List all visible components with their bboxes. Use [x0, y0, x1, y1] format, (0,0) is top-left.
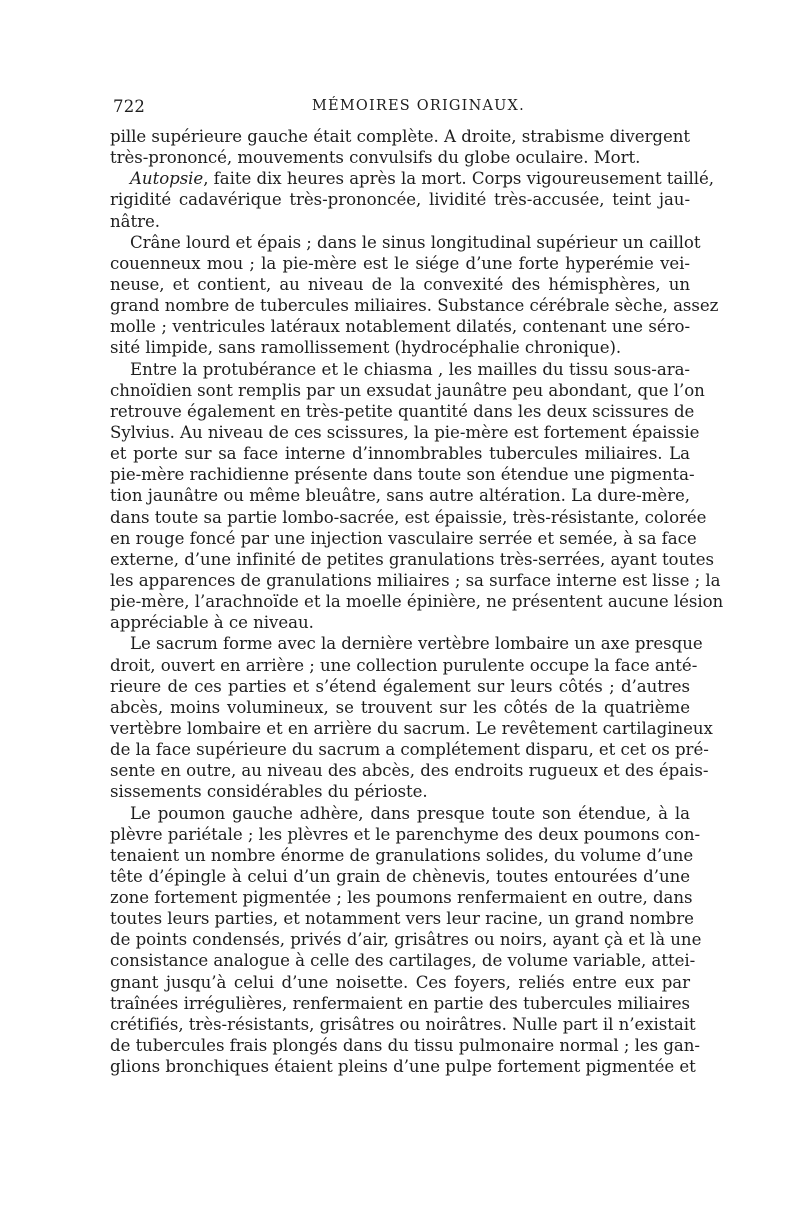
- text-line: appréciable à ce niveau.: [110, 613, 314, 633]
- text-line: de tubercules frais plongés dans du tissu pulmonaire normal ; les gan-: [110, 1036, 700, 1056]
- text-line: pie-mère, l’arachnoïde et la moelle épinière, ne présentent aucune lésion: [110, 592, 724, 612]
- text-line: très-prononcé, mouvements convulsifs du globe oculaire. Mort.: [110, 148, 641, 168]
- text-line: dans toute sa partie lombo-sacrée, est épaissie, très-résistante, colorée: [110, 507, 707, 527]
- text-line: plèvre pariétale ; les plèvres et le parenchyme des deux poumons con-: [110, 824, 701, 844]
- text-line: tête d’épingle à celui d’un grain de chènevis, toutes entourées d’une: [110, 866, 690, 886]
- text-line: les apparences de granulations miliaires ; sa surface interne est lisse ; la: [110, 570, 721, 590]
- text-line: tenaient un nombre énorme de granulations solides, du volume d’une: [110, 845, 694, 865]
- text-line: toutes leurs parties, et notamment vers leur racine, un grand nombre: [110, 909, 694, 929]
- page-number: 722: [113, 97, 146, 116]
- text-line: sente en outre, au niveau des abcès, des endroits rugueux et des épais-: [110, 761, 709, 781]
- text-line: glions bronchiques étaient pleins d’une pulpe fortement pigmentée et: [110, 1057, 696, 1077]
- text-line: vertèbre lombaire et en arrière du sacrum. Le revêtement cartilagineux: [110, 718, 713, 738]
- text-line: zone fortement pigmentée ; les poumons renfermaient en outre, dans: [110, 888, 693, 908]
- text-line: chnoïdien sont remplis par un exsudat jaunâtre peu abondant, que l’on: [110, 380, 705, 400]
- text-line: abcès, moins volumineux, se trouvent sur les côtés de la quatrième: [110, 697, 690, 717]
- paragraph-start: Entre la protubérance et le chiasma , les mailles du tissu sous-ara-: [130, 359, 690, 379]
- paragraph-start: Crâne lourd et épais ; dans le sinus longitudinal supérieur un caillot: [130, 232, 701, 252]
- text-line: retrouve également en très-petite quantité dans les deux scissures de: [110, 401, 695, 421]
- text-line-autopsie: [110, 168, 715, 189]
- text-line: sissements considérables du périoste.: [110, 782, 428, 802]
- autopsie-rest: , faite dix heures après la mort. Corps vigoureusement taillé,: [203, 169, 715, 189]
- text-line: sité limpide, sans ramollissement (hydrocéphalie chronique).: [110, 338, 622, 358]
- text-line: crétifiés, très-résistants, grisâtres ou noirâtres. Nulle part il n’existait: [110, 1014, 696, 1034]
- text-line: rigidité cadavérique très-prononcée, lividité très-accusée, teint jau-: [110, 190, 690, 210]
- text-line: grand nombre de tubercules miliaires. Substance cérébrale sèche, assez: [110, 296, 719, 316]
- text-line: consistance analogue à celle des cartilages, de volume variable, attei-: [110, 951, 696, 971]
- text-line: de la face supérieure du sacrum a complétement disparu, et cet os pré-: [110, 740, 709, 760]
- text-line: pie-mère rachidienne présente dans toute son étendue une pigmenta-: [110, 465, 695, 485]
- page-header: [113, 97, 688, 121]
- text-line: nâtre.: [110, 211, 160, 231]
- autopsie-word: Autopsie: [130, 169, 204, 189]
- text-line: externe, d’une infinité de petites granulations très-serrées, ayant toutes: [110, 549, 714, 569]
- text-line: de points condensés, privés d’air, grisâtres ou noirs, ayant çà et là une: [110, 930, 702, 950]
- paragraph-start: Le poumon gauche adhère, dans presque toute son étendue, à la: [130, 803, 690, 823]
- running-title: MÉMOIRES ORIGINAUX.: [312, 98, 525, 114]
- text-line: neuse, et contient, au niveau de la convexité des hémisphères, un: [110, 274, 690, 294]
- text-line: droit, ouvert en arrière ; une collection purulente occupe la face anté-: [110, 655, 698, 675]
- text-line: Sylvius. Au niveau de ces scissures, la pie-mère est fortement épaissie: [110, 422, 700, 442]
- paragraph-start: Le sacrum forme avec la dernière vertèbre lombaire un axe presque: [130, 634, 703, 654]
- text-line: gnant jusqu’à celui d’une noisette. Ces foyers, reliés entre eux par: [110, 972, 690, 992]
- text-line: molle ; ventricules latéraux notablement dilatés, contenant une séro-: [110, 317, 690, 337]
- text-line: en rouge foncé par une injection vasculaire serrée et semée, à sa face: [110, 528, 697, 548]
- text-line: rieure de ces parties et s’étend également sur leurs côtés ; d’autres: [110, 676, 690, 696]
- text-line: couenneux mou ; la pie-mère est le siége d’une forte hyperémie vei-: [110, 253, 690, 273]
- text-line: et porte sur sa face interne d’innombrables tubercules miliaires. La: [110, 444, 690, 464]
- text-line: pille supérieure gauche était complète. A droite, strabisme divergent: [110, 127, 690, 146]
- body-text: [110, 126, 724, 1077]
- text-line: traînées irrégulières, renfermaient en partie des tubercules miliaires: [110, 993, 690, 1013]
- text-line: tion jaunâtre ou même bleuâtre, sans autre altération. La dure-mère,: [110, 486, 690, 506]
